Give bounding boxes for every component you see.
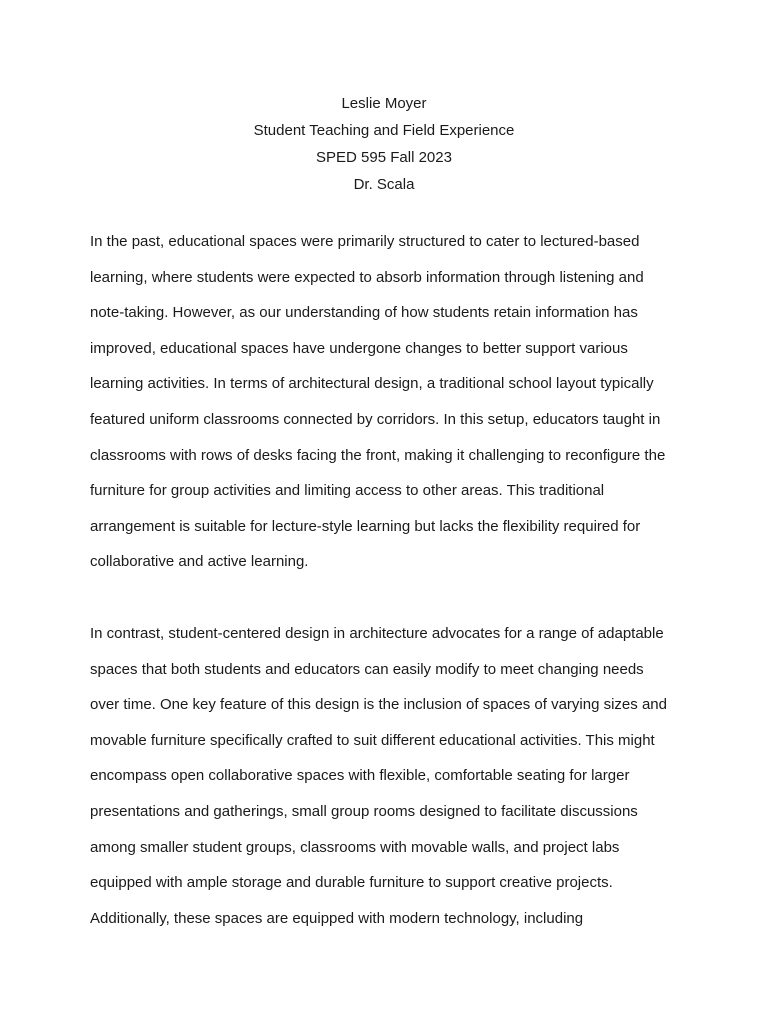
instructor-name: Dr. Scala — [353, 176, 415, 193]
text-line: note-taking. However, as our understanding of how students retain information has — [90, 304, 638, 322]
text-line: learning activities. In terms of architectural design, a traditional school layout typically — [90, 375, 654, 393]
text-line: presentations and gatherings, small group rooms designed to facilitate discussions — [90, 802, 638, 820]
course-title: Student Teaching and Field Experience — [253, 122, 515, 139]
text-line: featured uniform classrooms connected by corridors. In this setup, educators taught in — [90, 410, 661, 428]
text-line: learning, where students were expected to absorb information through listening and — [90, 268, 644, 286]
text-line: Additionally, these spaces are equipped with modern technology, including — [90, 909, 584, 927]
author-name: Leslie Moyer — [341, 95, 427, 112]
text-line: encompass open collaborative spaces with flexible, comfortable seating for larger — [90, 767, 630, 785]
paragraph-1 — [90, 224, 690, 580]
text-line: improved, educational spaces have undergone changes to better support various — [90, 339, 628, 357]
document-body — [90, 224, 690, 936]
text-line: In contrast, student-centered design in architecture advocates for a range of adaptable — [90, 624, 664, 642]
text-line: In the past, educational spaces were primarily structured to cater to lectured-based — [90, 233, 640, 250]
paragraph-2 — [90, 616, 690, 936]
text-line: classrooms with rows of desks facing the front, making it challenging to reconfigure the — [90, 446, 666, 464]
text-line: arrangement is suitable for lecture-style learning but lacks the flexibility required for — [90, 517, 641, 535]
course-term: SPED 595 Fall 2023 — [316, 149, 452, 166]
document-header — [0, 90, 768, 198]
text-line: collaborative and active learning. — [90, 553, 309, 571]
text-line: furniture for group activities and limiting access to other areas. This traditional — [90, 482, 605, 500]
text-line: movable furniture specifically crafted to suit different educational activities. This might — [90, 731, 655, 749]
text-line: equipped with ample storage and durable furniture to support creative projects. — [90, 874, 613, 892]
text-line: over time. One key feature of this design is the inclusion of spaces of varying sizes and — [90, 696, 667, 714]
text-line: spaces that both students and educators can easily modify to meet changing needs — [90, 660, 644, 678]
text-line: among smaller student groups, classrooms with movable walls, and project labs — [90, 838, 620, 856]
